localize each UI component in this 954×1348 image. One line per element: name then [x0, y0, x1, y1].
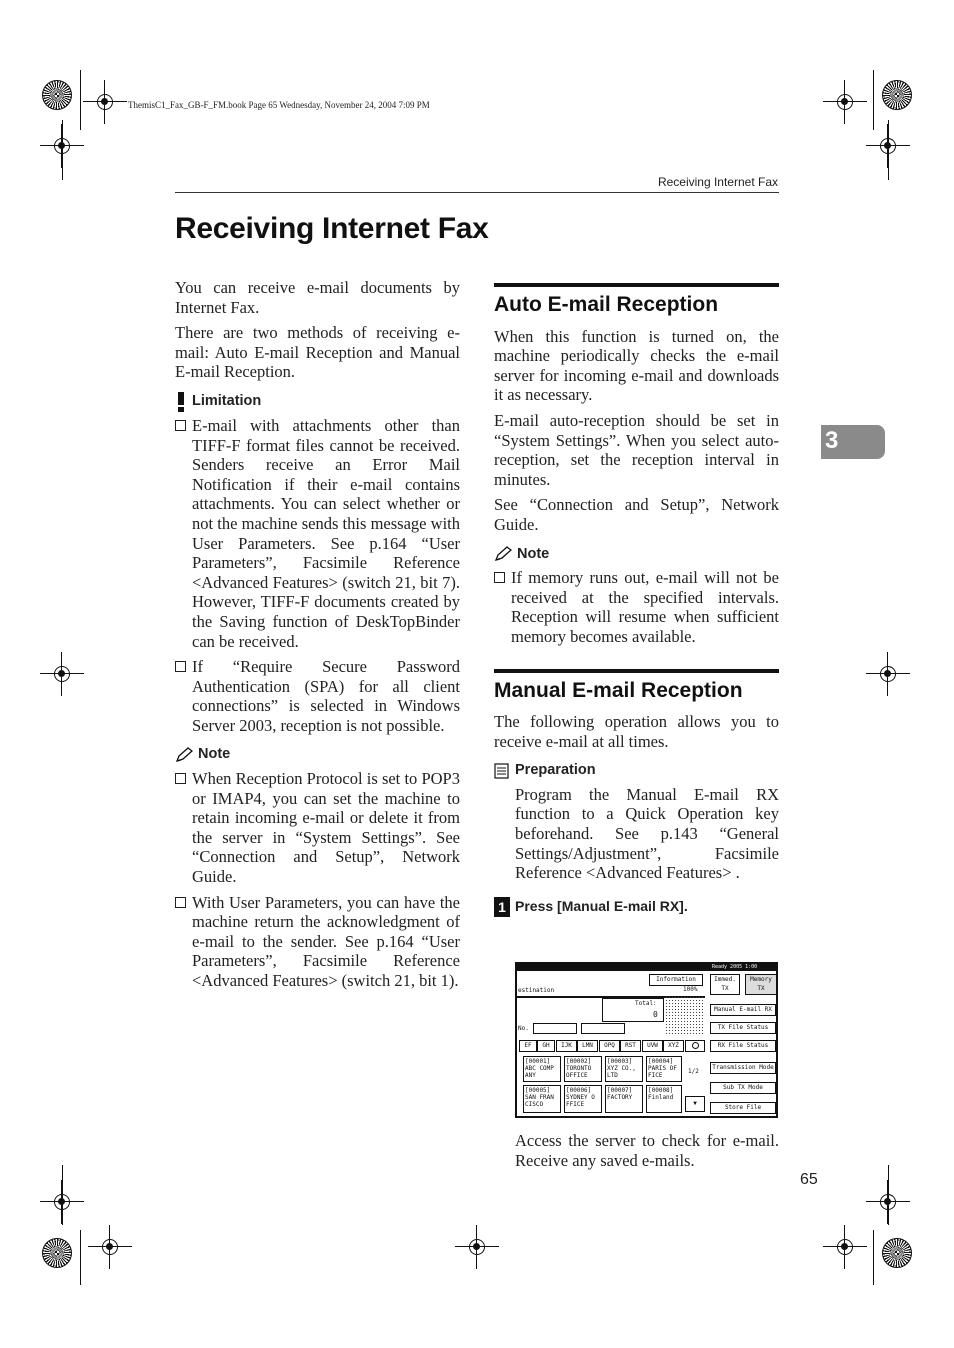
tab-gh[interactable]: GH [537, 1040, 555, 1052]
crop-line [80, 70, 81, 130]
preparation-label: Preparation [515, 762, 596, 779]
destination-label: estination [518, 987, 555, 994]
panel-field[interactable] [581, 1023, 625, 1034]
tab-ijk[interactable]: IJK [556, 1040, 577, 1052]
preparation-text: Program the Manual E-mail RX function to a Quick Operation key beforehand. See p.143 “General Settings/Adjustment”, Facsimile Reference <Advanced Features> . [515, 784, 779, 883]
fax-control-panel-screenshot [515, 962, 778, 1118]
destination-key[interactable]: [00001] ABC COMP ANY [523, 1056, 561, 1082]
step-text: Press [Manual E-mail RX]. [515, 898, 688, 915]
destination-key[interactable]: [00006] SYDNEY O FFICE [564, 1085, 602, 1113]
running-header: Receiving Internet Fax [657, 175, 778, 189]
checkbox-icon [175, 661, 186, 672]
rx-file-status-button[interactable]: RX File Status [710, 1040, 776, 1052]
page-indicator: 1/2 [688, 1068, 699, 1075]
triangle-down-icon: ▼ [693, 1100, 697, 1107]
destination-key[interactable]: [00007] FACTORY [605, 1085, 643, 1113]
destination-key[interactable]: [00005] SAN FRAN CISCO [523, 1085, 561, 1113]
page-title: Receiving Internet Fax [175, 212, 489, 245]
chapter-tab [821, 425, 885, 459]
tab-opq[interactable]: OPQ [599, 1040, 620, 1052]
destination-key[interactable]: [00002] TORONTO OFFICE [564, 1056, 602, 1082]
preparation-heading [494, 761, 779, 781]
note-item [494, 568, 779, 646]
crop-line [873, 1230, 874, 1285]
limitation-heading [175, 392, 460, 412]
step-1 [494, 897, 779, 917]
total-label: Total: [635, 1000, 657, 1007]
note-item [175, 893, 460, 991]
page-number: 65 [800, 1171, 818, 1188]
note-heading [175, 745, 460, 765]
registration-mark [823, 1225, 867, 1269]
destination-key[interactable]: [00004] PARIS OF FICE [646, 1056, 682, 1082]
auto-paragraph-1: When this function is turned on, the machine periodically checks the e-mail server for incoming e-mail and downloads it as necessary. [494, 326, 779, 405]
note-text: With User Parameters, you can have the machine return the acknowledgment of e-mail to the sender. See p.164 “User Parameters”, Facsimile Reference <Advanced Features> (switch 21, bit 1). [192, 892, 460, 990]
crop-line [888, 120, 889, 180]
intro-paragraph-2: There are two methods of receiving e-mail: Auto E-mail Reception and Manual E-mail Reception. [175, 323, 460, 382]
scroll-down-button[interactable] [685, 1096, 705, 1112]
tx-file-status-button[interactable]: TX File Status [710, 1022, 776, 1034]
limitation-text: If “Require Secure Password Authentication (SPA) for all client connections” is selected in Windows Server 2003, reception is not possible. [192, 657, 460, 735]
manual-reception-heading: Manual E-mail Reception [494, 669, 779, 701]
tab-xyz[interactable]: XYZ [663, 1040, 684, 1052]
book-slug: ThemisC1_Fax_GB-F_FM.book Page 65 Wednesday, November 24, 2004 7:09 PM [128, 100, 430, 110]
information-button[interactable]: Information [649, 974, 703, 986]
auto-paragraph-2: E-mail auto-reception should be set in “System Settings”. When you select auto-reception, set the reception interval in minutes. [494, 410, 779, 489]
registration-mark [88, 1225, 132, 1269]
crop-line [873, 70, 874, 130]
pencil-icon [175, 747, 193, 763]
note-label: Note [198, 746, 231, 763]
note-label: Note [517, 545, 550, 562]
checkbox-icon [175, 420, 186, 431]
registration-mark [866, 652, 910, 696]
crop-line [80, 1230, 81, 1285]
crop-line [62, 120, 63, 180]
crop-line [62, 1165, 63, 1225]
checkbox-icon [494, 572, 505, 583]
memory-tx-button[interactable]: Memory TX [745, 974, 777, 995]
total-value: 0 [653, 1010, 658, 1019]
limitation-item [175, 416, 460, 651]
step-number: 1 [494, 897, 510, 917]
header-rule [175, 192, 779, 193]
memory-indicator: 100% [683, 986, 698, 993]
tab-rst[interactable]: RST [620, 1040, 641, 1052]
auto-reception-heading: Auto E-mail Reception [494, 283, 779, 315]
limitation-label: Limitation [192, 393, 262, 410]
registration-mark [823, 80, 867, 124]
tab-ef[interactable]: EF [519, 1040, 537, 1052]
panel-field[interactable] [533, 1023, 577, 1034]
note-text: If memory runs out, e-mail will not be received at the specified intervals. Reception will resume when sufficient memory becomes available. [511, 568, 779, 646]
store-file-button[interactable]: Store File [710, 1102, 776, 1114]
color-target-mark [42, 1238, 72, 1268]
color-target-mark [42, 80, 72, 110]
checkbox-icon [175, 897, 186, 908]
destination-key[interactable]: [00003] XYZ CO., LTD [605, 1056, 643, 1082]
chapter-number: 3 [825, 427, 839, 454]
tab-lmn[interactable]: LMN [577, 1040, 598, 1052]
manual-paragraph-1: The following operation allows you to receive e-mail at all times. [494, 712, 779, 751]
notepad-icon [494, 763, 510, 779]
transmission-mode-button[interactable]: Transmission Mode [710, 1062, 776, 1074]
right-column [494, 283, 779, 917]
no-label: No. [518, 1025, 529, 1032]
color-target-mark [882, 1238, 912, 1268]
limitation-text: E-mail with attachments other than TIFF-F format files cannot be received. Senders receive an Error Mail Notification if their e-mail contains attachments. You can select whether or not the machine sends this message with User Parameters. See p.164 “User Parameters”, Facsimile Reference <Advanced Features> (switch 21, bit 7). However, TIFF-F documents created by the Saving function of DeskTopBinder can be received. [192, 415, 460, 651]
checkbox-icon [175, 773, 186, 784]
left-column [175, 278, 460, 997]
search-button[interactable] [685, 1040, 705, 1052]
sub-tx-mode-button[interactable]: Sub TX Mode [710, 1082, 776, 1094]
exclamation-icon [175, 392, 187, 412]
note-heading [494, 545, 779, 565]
registration-mark [40, 652, 84, 696]
note-text: When Reception Protocol is set to POP3 or IMAP4, you can set the machine to retain incoming e-mail or delete it from the server in “System Settings”. See “Connection and Setup”, Network Guide. [192, 769, 460, 887]
manual-email-rx-button[interactable]: Manual E-mail RX [710, 1004, 776, 1016]
panel-pattern [665, 996, 705, 1036]
status-text: Ready 2005 1:00 [712, 964, 758, 970]
after-step-text: Access the server to check for e-mail. Receive any saved e-mails. [515, 1131, 779, 1170]
registration-mark [455, 1225, 499, 1269]
auto-paragraph-3: See “Connection and Setup”, Network Guide. [494, 495, 779, 534]
crop-line [888, 1165, 889, 1225]
limitation-item [175, 657, 460, 735]
color-target-mark [882, 80, 912, 110]
pencil-icon [494, 546, 512, 562]
search-icon [692, 1042, 699, 1049]
registration-mark [83, 80, 127, 124]
intro-paragraph-1: You can receive e-mail documents by Internet Fax. [175, 278, 460, 317]
note-item [175, 769, 460, 887]
destination-key[interactable]: [00008] Finland [646, 1085, 682, 1113]
immed-tx-button[interactable]: Immed. TX [710, 974, 740, 995]
tab-uvw[interactable]: UVW [642, 1040, 663, 1052]
